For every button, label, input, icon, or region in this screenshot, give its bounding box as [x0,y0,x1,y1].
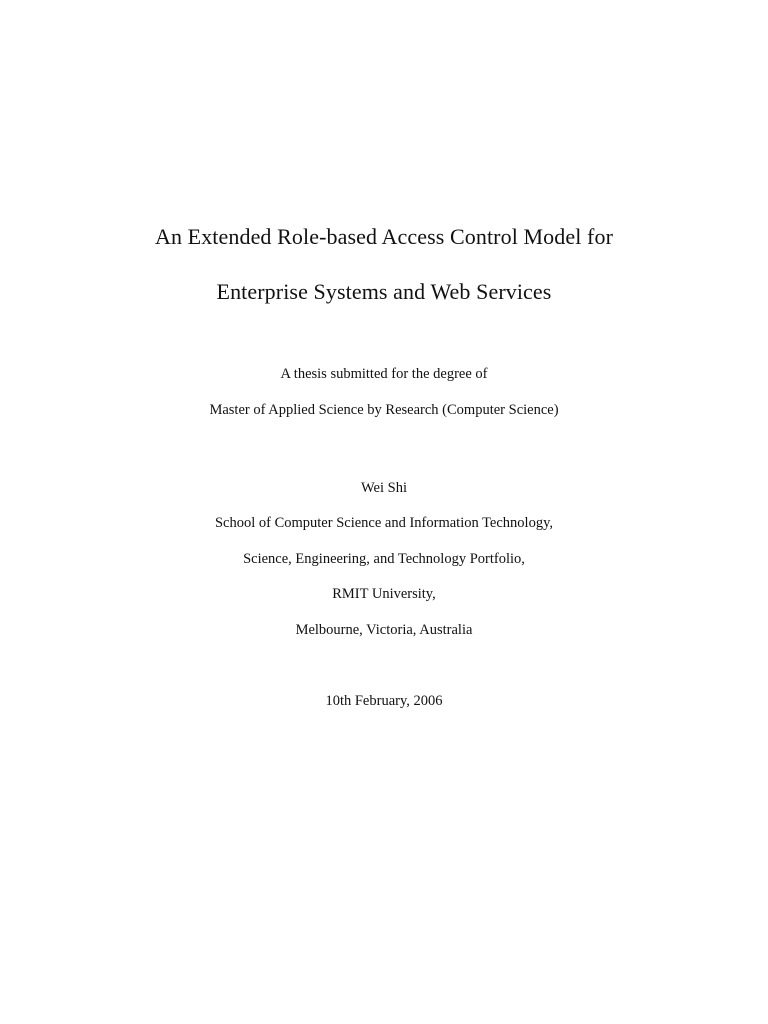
portfolio-name: Science, Engineering, and Technology Portfolio, [243,551,525,567]
location: Melbourne, Victoria, Australia [295,622,473,638]
degree-name: Master of Applied Science by Research (Computer Science) [209,402,559,418]
degree-statement: A thesis submitted for the degree of [280,366,488,382]
author-name: Wei Shi [361,480,407,496]
university-name: RMIT University, [332,586,436,602]
school-name: School of Computer Science and Information Technology, [214,515,554,531]
thesis-title-line-2: Enterprise Systems and Web Services [216,279,552,304]
submission-date: 10th February, 2006 [325,693,443,709]
thesis-title-line-1: An Extended Role-based Access Control Model for [154,224,614,249]
